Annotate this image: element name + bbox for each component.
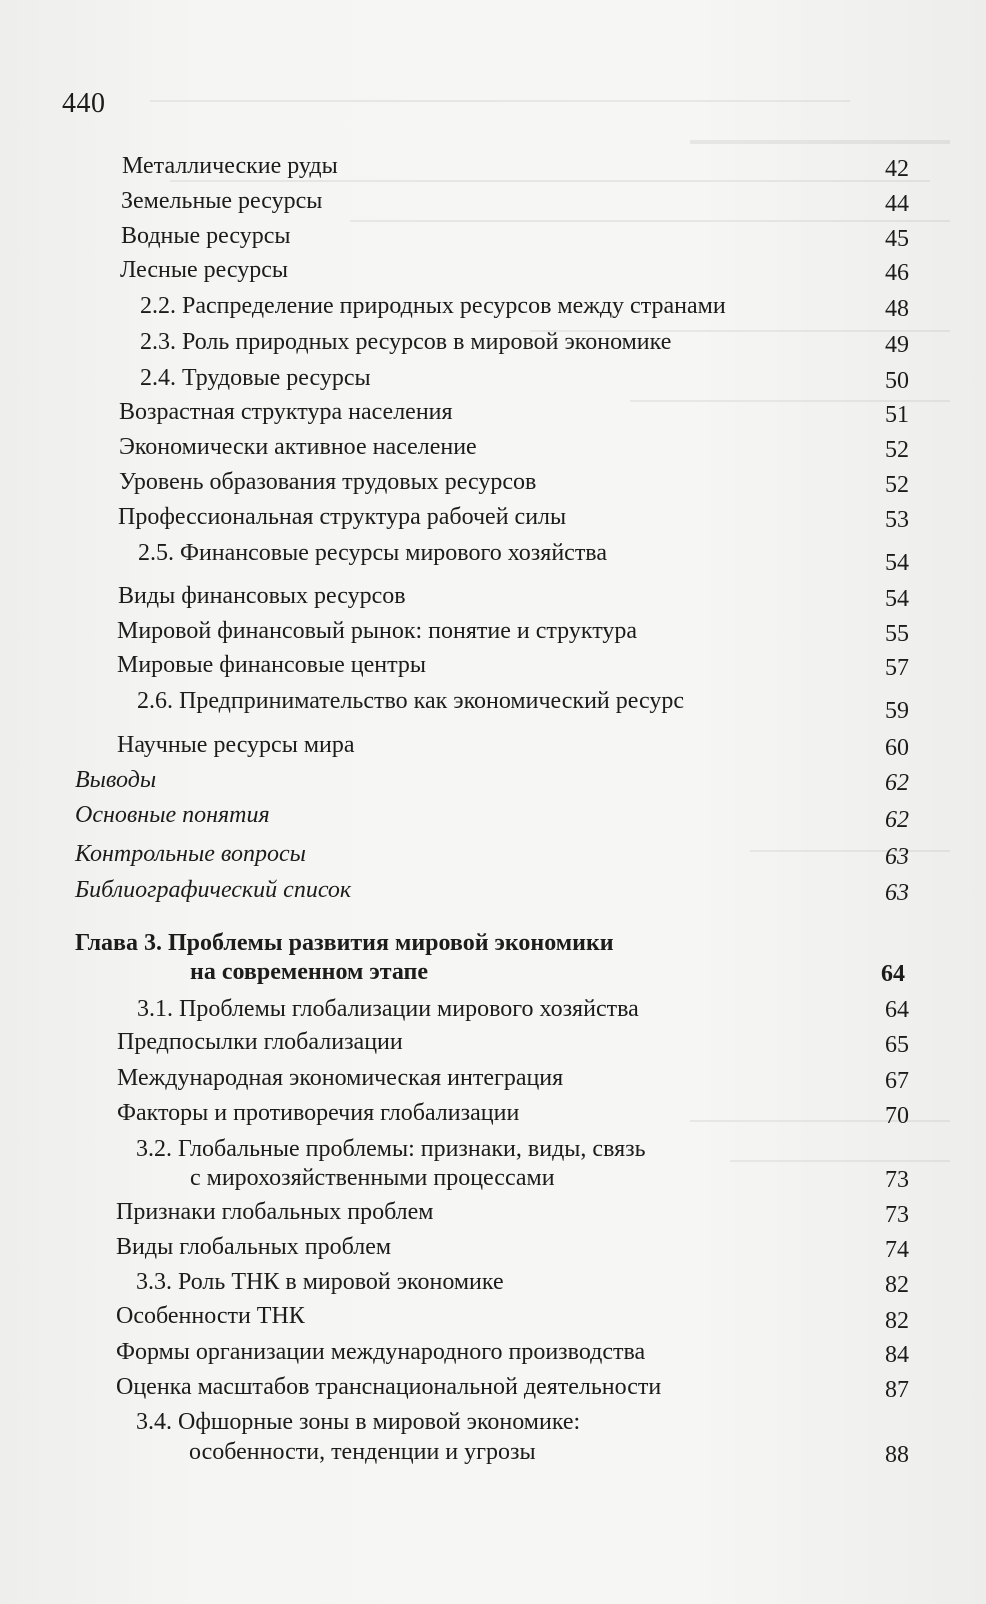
toc-entry-title: Формы организации международного производства: [116, 1339, 646, 1365]
toc-entry-page: 42: [885, 156, 909, 182]
toc-entry-title: Водные ресурсы: [121, 223, 291, 249]
toc-entry-title: Контрольные вопросы: [75, 841, 306, 867]
chapter-title-line1: Глава 3. Проблемы развития мировой экономики: [75, 930, 614, 956]
toc-entry-title: Выводы: [75, 767, 157, 793]
toc-entry-page: 54: [885, 586, 909, 612]
toc-entry-page: 62: [885, 807, 909, 833]
toc-entry-page: 44: [885, 191, 909, 217]
toc-entry-title: Лесные ресурсы: [120, 257, 288, 283]
toc-entry-page: 55: [885, 621, 909, 647]
toc-entry-page: 73: [885, 1202, 909, 1228]
toc-entry-page: 53: [885, 507, 909, 533]
toc-entry-title: Оценка масштабов транснациональной деятельности: [116, 1374, 662, 1400]
toc-entry-title: 2.4. Трудовые ресурсы: [140, 365, 371, 391]
toc-entry-page: 84: [885, 1342, 909, 1368]
toc-entry-title: Экономически активное население: [119, 434, 477, 460]
toc-entry-title-line2: особенности, тенденции и угрозы: [189, 1439, 536, 1465]
toc-entry-title: Мировые финансовые центры: [117, 652, 427, 678]
toc-entry-title: Профессиональная структура рабочей силы: [118, 504, 567, 530]
toc-entry-title: 2.3. Роль природных ресурсов в мировой экономике: [140, 329, 672, 355]
toc-entry-page: 50: [885, 368, 909, 394]
toc-entry-title: Признаки глобальных проблем: [116, 1199, 434, 1225]
toc-entry-title: Земельные ресурсы: [121, 188, 323, 214]
toc-entry-title: Научные ресурсы мира: [117, 732, 355, 758]
toc-entry-title: 2.5. Финансовые ресурсы мирового хозяйства: [138, 540, 607, 566]
toc-entry-title: 3.1. Проблемы глобализации мирового хозяйства: [137, 996, 639, 1022]
toc-entry-page: 82: [885, 1272, 909, 1298]
toc-entry-page: 65: [885, 1032, 909, 1058]
page-number: 440: [62, 88, 106, 119]
toc-entry-page: 62: [885, 770, 909, 796]
toc-entry-title: Особенности ТНК: [116, 1303, 305, 1329]
toc-entry-title: Предпосылки глобализации: [117, 1029, 403, 1055]
toc-entry-page: 51: [885, 402, 909, 428]
toc-entry-page: 73: [885, 1167, 909, 1193]
toc-entry-title: Виды финансовых ресурсов: [118, 583, 406, 609]
toc-entry-title-line1: 3.2. Глобальные проблемы: признаки, виды, связь: [136, 1136, 646, 1162]
toc-entry-page: 64: [885, 997, 909, 1023]
toc-entry-title: Уровень образования трудовых ресурсов: [119, 469, 537, 495]
chapter-page: 64: [881, 961, 905, 987]
toc-entry-page: 67: [885, 1068, 909, 1094]
toc-entry-page: 74: [885, 1237, 909, 1263]
toc-entry-page: 70: [885, 1103, 909, 1129]
toc-entry-title-line1: 3.4. Офшорные зоны в мировой экономике:: [136, 1409, 581, 1435]
toc-entry-title-line2: с мирохозяйственными процессами: [190, 1165, 555, 1191]
toc-entry-page: 63: [885, 844, 909, 870]
toc-entry-title: 2.2. Распределение природных ресурсов между странами: [140, 293, 726, 319]
toc-entry-title: Основные понятия: [75, 802, 270, 828]
toc-entry-page: 52: [885, 437, 909, 463]
toc-entry-page: 52: [885, 472, 909, 498]
toc-entry-title: Международная экономическая интеграция: [117, 1065, 564, 1091]
toc-entry-page: 46: [885, 260, 909, 286]
chapter-title-line2: на современном этапе: [190, 959, 429, 985]
toc-entry-page: 48: [885, 296, 909, 322]
toc-entry-title: Факторы и противоречия глобализации: [117, 1100, 520, 1126]
toc-entry-page: 63: [885, 880, 909, 906]
toc-entry-page: 88: [885, 1442, 909, 1468]
toc-entry-page: 59: [885, 698, 909, 724]
toc-entry-page: 57: [885, 655, 909, 681]
toc-entry-page: 60: [885, 735, 909, 761]
toc-entry-title: Возрастная структура населения: [119, 399, 453, 425]
toc-entry-title: Виды глобальных проблем: [116, 1234, 392, 1260]
toc-entry-title: 3.3. Роль ТНК в мировой экономике: [136, 1269, 504, 1295]
toc-entry-title: Библиографический список: [75, 877, 352, 903]
toc-entry-title: Металлические руды: [122, 153, 338, 179]
toc-entry-page: 82: [885, 1308, 909, 1334]
toc-entry-page: 45: [885, 226, 909, 252]
toc-entry-title: Мировой финансовый рынок: понятие и структура: [117, 618, 638, 644]
toc-entry-page: 49: [885, 332, 909, 358]
toc-entry-page: 54: [885, 550, 909, 576]
toc-entry-title: 2.6. Предпринимательство как экономический ресурс: [137, 688, 685, 714]
toc-entry-page: 87: [885, 1377, 909, 1403]
